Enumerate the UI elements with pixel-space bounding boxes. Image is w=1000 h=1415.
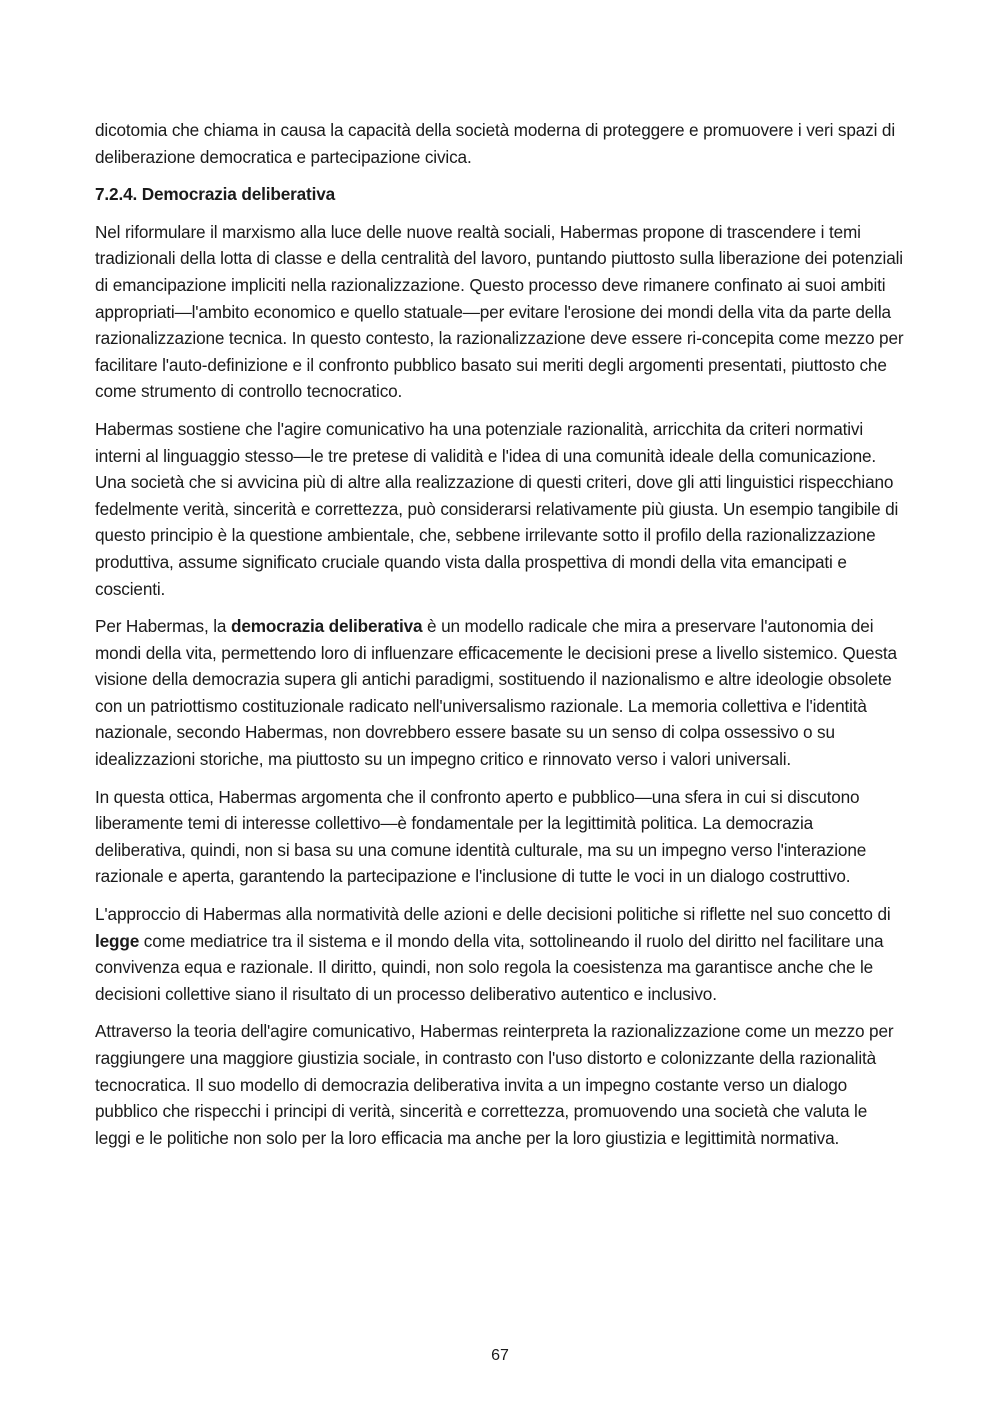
- paragraph-3-text-after: è un modello radicale che mira a preservare l'autonomia dei mondi della vita, permettendo loro di influenzare efficacemente le decisioni prese a livello sistemico. Questa visione della democrazia supera gli antichi paradigmi, sostituendo il nazionalismo e altre ideologie obsolete con un patriottismo costituzionale radicato nell'universalismo razionale. La memoria collettiva e l'identità nazionale, secondo Habermas, non dovrebbero essere basate su un senso di colpa ossessivo o su idealizzazioni storiche, ma piuttosto su un impegno critico e rinnovato verso i valori universali.: [95, 616, 897, 770]
- paragraph-3: [95, 613, 907, 773]
- paragraph-5-bold-term: legge: [95, 930, 140, 951]
- paragraph-5: [95, 901, 907, 1007]
- page-number: 67: [491, 1347, 509, 1364]
- paragraph-3-text-before: Per Habermas, la: [95, 616, 231, 637]
- paragraph-1: Nel riformulare il marxismo alla luce delle nuove realtà sociali, Habermas propone di trascendere i temi tradizionali della lotta di classe e della centralità del lavoro, puntando piuttosto sulla liberazione dei potenziali di emancipazione impliciti nella razionalizzazione. Questo processo deve rimanere confinato ai suoi ambiti appropriati—l'ambito economico e quello statuale—per evitare l'erosione dei mondi della vita da parte della razionalizzazione tecnica. In questo contesto, la razionalizzazione deve essere ri-concepita come mezzo per facilitare l'auto-definizione e il confronto pubblico basato sui meriti degli argomenti presentati, piuttosto che come strumento di controllo tecnocratico.: [95, 221, 904, 402]
- paragraph-4: In questa ottica, Habermas argomenta che il confronto aperto e pubblico—una sfera in cui si discutono liberamente temi di interesse collettivo—è fondamentale per la legittimità politica. La democrazia deliberativa, quindi, non si basa su una comune identità culturale, ma su un impegno verso l'interazione razionale e aperta, garantendo la partecipazione e l'inclusione di tutte le voci in un dialogo costruttivo.: [95, 786, 867, 887]
- paragraph-2: Habermas sostiene che l'agire comunicativo ha una potenziale razionalità, arricchita da criteri normativi interni al linguaggio stesso—le tre pretese di validità e l'idea di una comunità ideale della comunicazione. Una società che si avvicina più di altre alla realizzazione di questi criteri, dove gli atti linguistici rispecchiano fedelmente verità, sincerità e correttezza, può considerarsi relativamente più giusta. Un esempio tangibile di questo principio è la questione ambientale, che, sebbene irrilevante sotto il profilo della razionalizzazione produttiva, assume significato cruciale quando vista dalla prospettiva di mondi della vita emancipati e coscienti.: [95, 418, 899, 599]
- page-body: [95, 117, 907, 1162]
- paragraph-3-bold-term: democrazia deliberativa: [230, 616, 423, 637]
- intro-paragraph: dicotomia che chiama in causa la capacità della società moderna di proteggere e promuovere i veri spazi di deliberazione democratica e partecipazione civica.: [95, 120, 895, 167]
- paragraph-6: Attraverso la teoria dell'agire comunicativo, Habermas reinterpreta la razionalizzazione come un mezzo per raggiungere una maggiore giustizia sociale, in contrasto con l'uso distorto e colonizzante della razionalità tecnocratica. Il suo modello di democrazia deliberativa invita a un impegno costante verso un dialogo pubblico che rispecchi i principi di verità, sincerità e correttezza, promuovendo una società che valuta le leggi e le politiche non solo per la loro efficacia ma anche per la loro giustizia e legittimità normativa.: [95, 1021, 894, 1148]
- paragraph-5-text-after: come mediatrice tra il sistema e il mondo della vita, sottolineando il ruolo del diritto nel facilitare una convivenza equa e razionale. Il diritto, quindi, non solo regola la coesistenza ma garantisce anche che le decisioni collettive siano il risultato di un processo deliberativo autentico e inclusivo.: [95, 930, 884, 1004]
- section-heading: 7.2.4. Democrazia deliberativa: [95, 184, 336, 205]
- paragraph-5-text-before: L'approccio di Habermas alla normatività delle azioni e delle decisioni politiche si riflette nel suo concetto di: [95, 904, 891, 925]
